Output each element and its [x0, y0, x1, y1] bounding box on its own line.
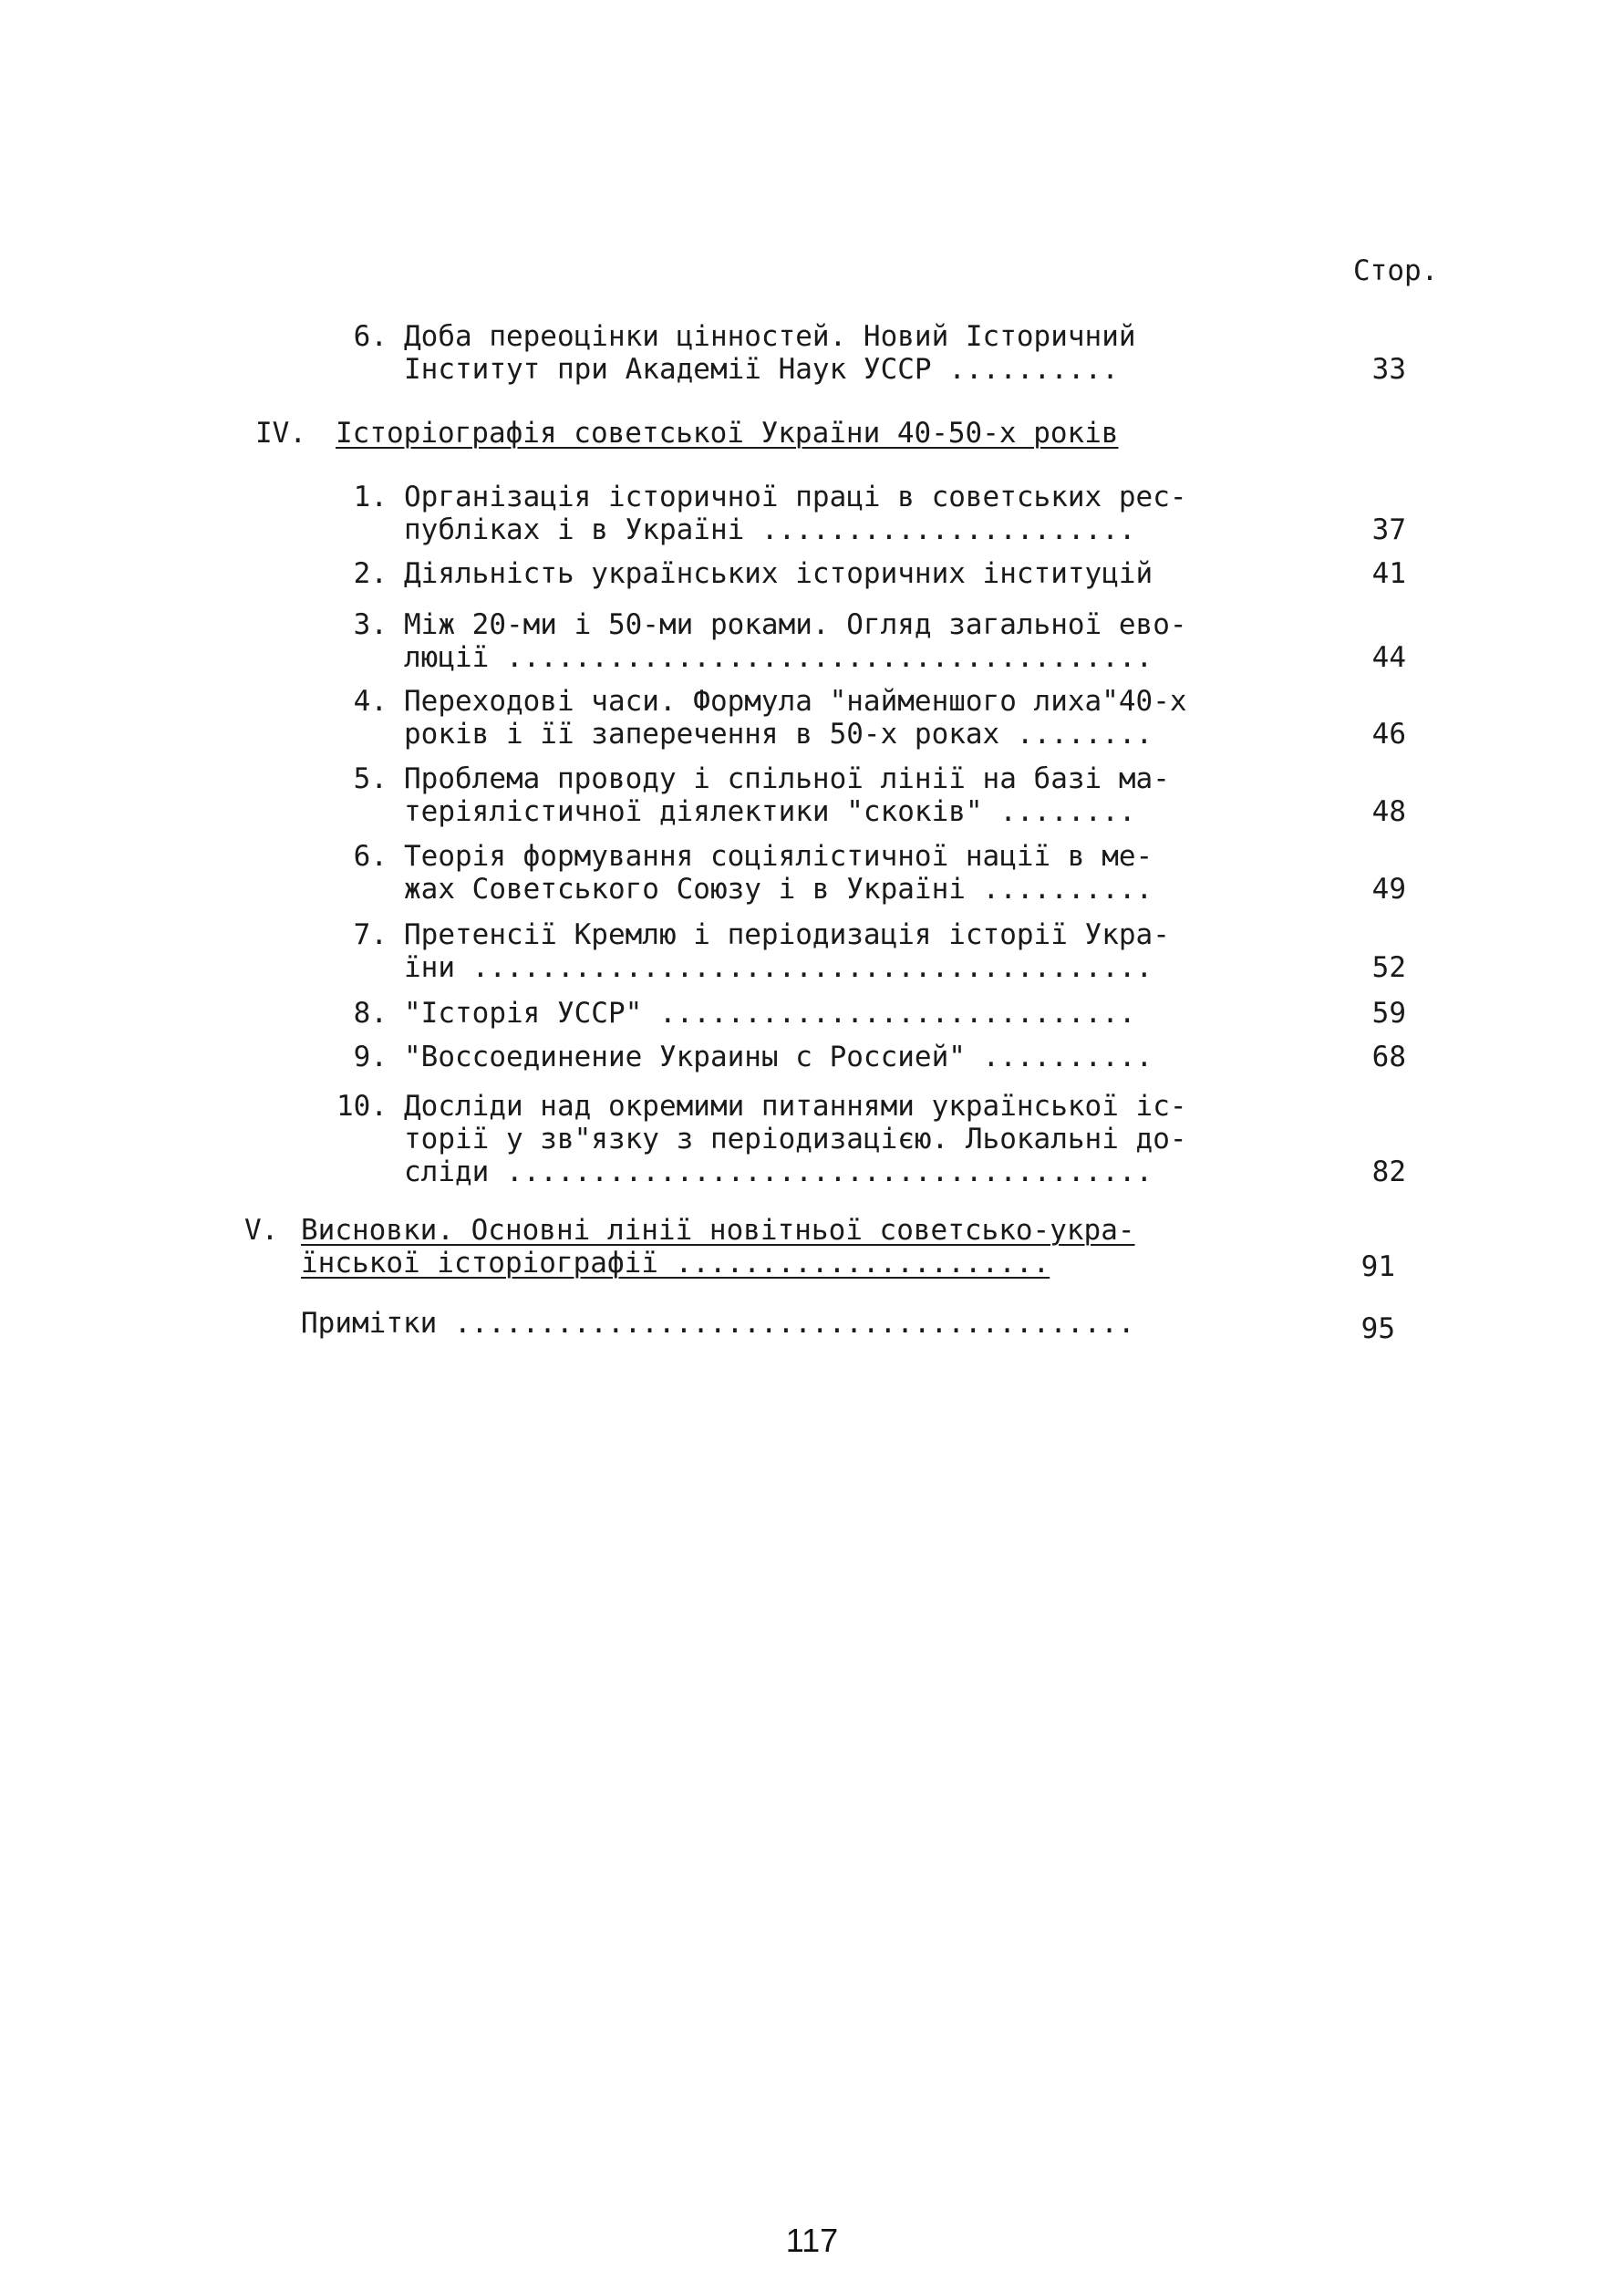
- toc-item-line: теріялістичної діялектики "скоків" ........: [404, 795, 1136, 828]
- toc-item-line: Претенсії Кремлю і періодизація історії Укра-: [404, 918, 1170, 951]
- toc-item-page: 48: [1371, 795, 1406, 828]
- toc-item-line: люції ......................................: [404, 641, 1153, 674]
- toc-item-page: 91: [1360, 1250, 1395, 1283]
- section-number: V.: [244, 1214, 279, 1247]
- toc-item-page: 41: [1371, 557, 1406, 590]
- toc-item-number: 8.: [353, 997, 388, 1030]
- toc-item-page: 44: [1371, 641, 1406, 674]
- toc-item-page: 59: [1371, 997, 1406, 1030]
- toc-item-line: Проблема проводу і спільної лінії на базі ма-: [404, 762, 1170, 795]
- toc-item-line: Доба переоцінки цінностей. Новий Історичний: [404, 320, 1136, 353]
- toc-item-line: "Історія УССР" ............................: [404, 997, 1136, 1030]
- toc-item-line: Досліди над окремими питаннями української іс-: [404, 1090, 1187, 1123]
- toc-item-line: Між 20-ми і 50-ми роками. Огляд загальної ево-: [404, 608, 1187, 641]
- toc-item-line: Організація історичної праці в советських рес-: [404, 481, 1187, 513]
- page-column-label: Стор.: [1353, 254, 1439, 287]
- section-number: IV.: [255, 417, 306, 450]
- toc-item-line: торії у зв"язку з періодизацією. Льокальні до-: [404, 1123, 1187, 1156]
- toc-item-line: Інститут при Академії Наук УССР ..........: [404, 353, 1119, 386]
- toc-item-number: 10.: [336, 1090, 388, 1123]
- toc-item-page: 33: [1371, 353, 1406, 386]
- toc-item-page: 37: [1371, 513, 1406, 546]
- toc-item-page: 46: [1371, 718, 1406, 751]
- toc-item-line: Діяльність українських історичних інституцій: [404, 557, 1153, 590]
- toc-item-page: 49: [1371, 873, 1406, 906]
- toc-item-number: 1.: [353, 481, 388, 513]
- toc-item-line: сліди ......................................: [404, 1156, 1153, 1188]
- toc-item-line: Теорія формування соціялістичної нації в ме-: [404, 840, 1153, 873]
- toc-item-page: 82: [1371, 1156, 1406, 1188]
- toc-item-number: 6.: [353, 840, 388, 873]
- toc-item-page: 52: [1371, 951, 1406, 984]
- toc-item-number: 2.: [353, 557, 388, 590]
- toc-item-line: "Воссоединение Украины с Россией" ..........: [404, 1041, 1153, 1073]
- toc-item-number: 4.: [353, 685, 388, 718]
- toc-item-line: років і її заперечення в 50-х роках ........: [404, 718, 1153, 751]
- section-heading: їнської історіографії ......................: [301, 1247, 1050, 1280]
- toc-item-line: Переходові часи. Формула "найменшого лиха"40-х: [404, 685, 1187, 718]
- toc-item-number: 3.: [353, 608, 388, 641]
- toc-item-number: 6.: [353, 320, 388, 353]
- toc-item-page: 68: [1371, 1041, 1406, 1073]
- toc-item-line: жах Советського Союзу і в Україні ..........: [404, 873, 1153, 906]
- toc-item-number: 5.: [353, 762, 388, 795]
- toc-item-number: 7.: [353, 918, 388, 951]
- toc-item-number: 9.: [353, 1041, 388, 1073]
- page-number: 117: [785, 2222, 839, 2259]
- section-heading: Висновки. Основні лінії новітньої советсько-укра-: [301, 1214, 1135, 1247]
- toc-item-line: їни ........................................: [404, 951, 1153, 984]
- toc-item-line: публіках і в Україні ......................: [404, 513, 1136, 546]
- toc-item-page: 95: [1360, 1312, 1395, 1345]
- toc-item-line: Примітки ........................................: [301, 1307, 1135, 1340]
- section-heading: Історіографія советської України 40-50-х років: [336, 417, 1119, 450]
